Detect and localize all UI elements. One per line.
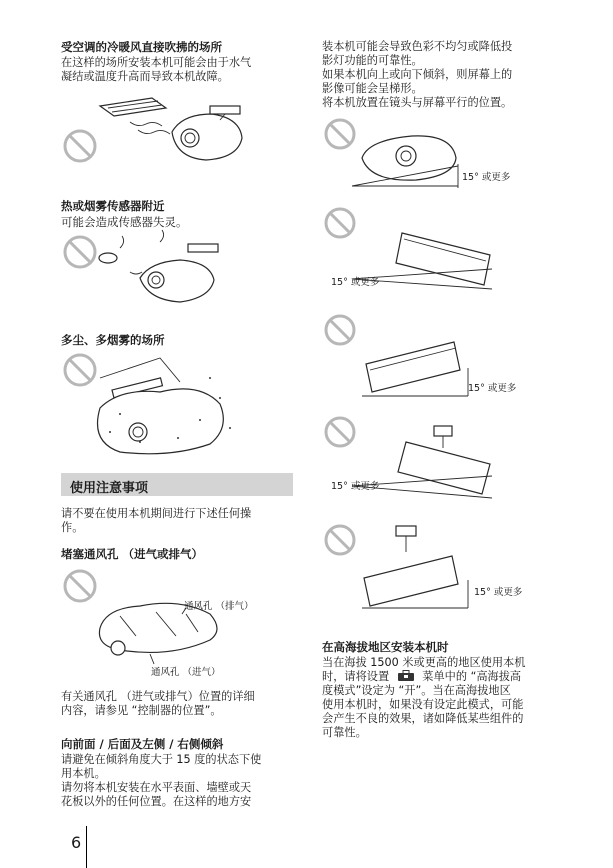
text-air-conditioner: 在这样的场所安装本机可能会由于水气 凝结或温度升高而导致本机故障。: [61, 56, 252, 83]
page-number: 6: [71, 833, 82, 852]
angle-label-3: 15° 或更多: [468, 383, 517, 394]
high-altitude-text: 当在海拔 1500 米或更高的地区使用本机 时，请将设置 菜单中的 “高海拔高 度模式”设定为 “开”。当在高海拔地区 使用本机时，如果没有设定此模式，可能 会产生不良的效果，诸如降低某些组件的 可靠性。: [322, 656, 526, 739]
smoke-sensor-illustration: [60, 228, 260, 308]
tilt-figure-ceiling-2: [322, 522, 522, 612]
heading-tilt: 向前面 / 后面及左侧 / 右侧倾斜: [61, 737, 224, 751]
text-smoke-sensor: 可能会造成传感器失灵。: [61, 215, 188, 229]
intro-text: 请不要在使用本机期间进行下述任何操 作。: [61, 507, 252, 534]
heading-vent-blocking: 堵塞通风孔 （进气或排气）: [61, 547, 204, 561]
tilt-text: 请避免在倾斜角度大于 15 度的状态下使 用本机。 请勿将本机安装在水平表面、墙壁或天 花板以外的任何位置。在这样的地方安: [61, 753, 262, 808]
section-title: 使用注意事项: [70, 481, 149, 496]
angle-label-5: 15° 或更多: [474, 587, 523, 598]
heading-air-conditioner: 受空调的冷暖风直接吹拂的场所: [61, 40, 222, 54]
angle-label-1: 15° 或更多: [462, 172, 511, 183]
tilt-text-continued: 装本机可能会导致色彩不均匀或降低投 影灯功能的可靠性。 如果本机向上或向下倾斜，则屏幕上的 影像可能会呈梯形。 将本机放置在镜头与屏幕平行的位置。: [322, 40, 513, 109]
tilt-figure-up: [322, 118, 522, 198]
section-title-band: [61, 473, 293, 496]
label-vent-intake: 通风孔 （进气）: [151, 667, 221, 678]
heading-dusty: 多尘、多烟雾的场所: [61, 333, 165, 347]
heading-high-altitude: 在高海拔地区安装本机时: [322, 640, 449, 654]
page-number-rule: [86, 826, 87, 868]
angle-label-4: 15° 或更多: [331, 481, 380, 492]
vent-blocking-illustration: [60, 566, 260, 676]
heading-smoke-sensor: 热或烟雾传感器附近: [61, 199, 165, 213]
angle-label-2: 15° 或更多: [331, 277, 380, 288]
dusty-illustration: [60, 348, 260, 458]
label-vent-exhaust: 通风孔 （排气）: [184, 601, 254, 612]
setup-menu-icon: [397, 670, 415, 682]
vent-text: 有关通风孔 （进气或排气）位置的详细 内容，请参见 “控制器的位置”。: [61, 690, 255, 717]
air-conditioner-illustration: [60, 94, 260, 184]
